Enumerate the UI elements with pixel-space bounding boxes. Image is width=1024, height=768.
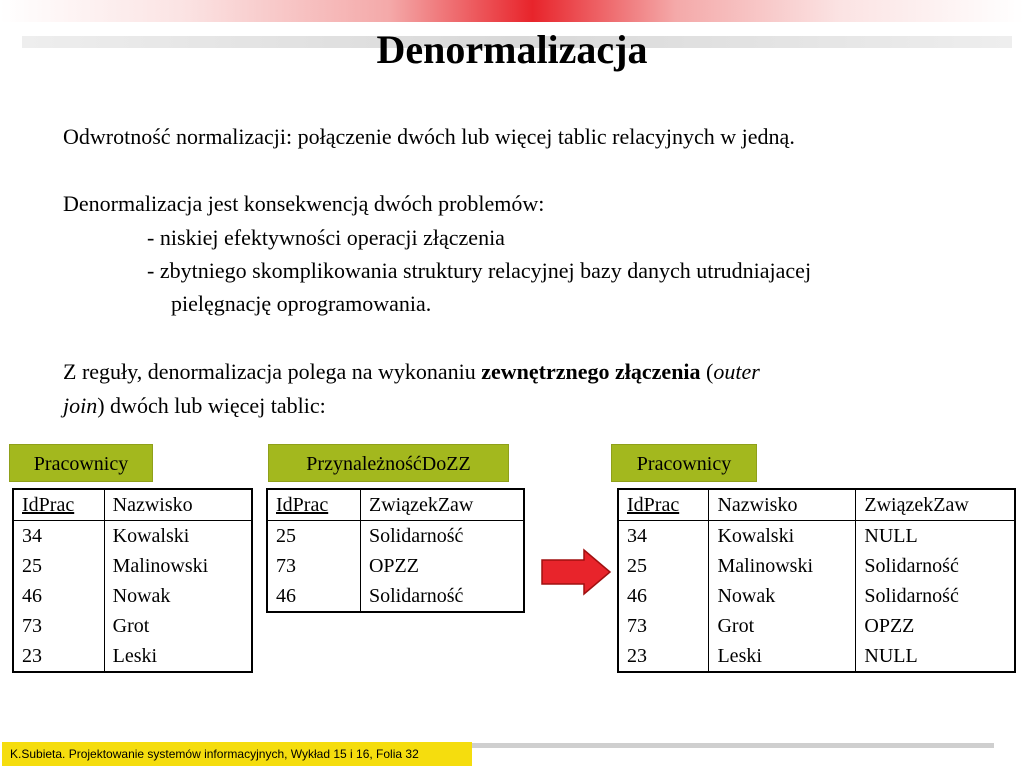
column-header-nazwisko: Nazwisko [104,489,252,521]
column-header-zwiazekzaw: ZwiązekZaw [856,489,1015,521]
paragraph-definition: Odwrotność normalizacji: połączenie dwóch lub więcej tablic relacyjnych w jedną. [63,124,795,149]
outer-join-text-pre: Z reguły, denormalizacja polega na wykonaniu [63,359,482,384]
problem-item-2: - zbytniego skomplikowania struktury relacyjnej bazy danych utrudniajacej [147,258,812,283]
cell-idprac: 46 [267,581,360,612]
outer-join-paren-open: ( [700,359,714,384]
table-row [13,641,252,672]
table-row [13,521,252,552]
cell-nazwisko: Grot [104,611,252,641]
cell-idprac: 23 [13,641,104,672]
cell-idprac: 25 [13,551,104,581]
table-row [618,641,1015,672]
cell-zwiazekzaw: Solidarność [856,551,1015,581]
column-header-zwiazekzaw: ZwiązekZaw [360,489,524,521]
cell-nazwisko: Leski [104,641,252,672]
cell-nazwisko: Kowalski [709,521,856,552]
table-row [13,581,252,611]
table-label-pracownicy-result: Pracownicy [611,444,757,482]
table-row [618,521,1015,552]
table-row [267,581,524,612]
cell-idprac: 25 [618,551,709,581]
table-header-row [13,489,252,521]
cell-zwiazekzaw: OPZZ [360,551,524,581]
table-header-row [618,489,1015,521]
table-pracownicy [12,488,253,673]
top-decorative-band [0,0,1024,22]
outer-join-italic-term-2: join [63,393,98,418]
paragraph-outer-join-continued [63,390,326,422]
cell-nazwisko: Leski [709,641,856,672]
cell-nazwisko: Grot [709,611,856,641]
outer-join-text-post: ) dwóch lub więcej tablic: [97,393,326,418]
cell-zwiazekzaw: Solidarność [360,521,524,552]
cell-nazwisko: Malinowski [104,551,252,581]
column-header-idprac: IdPrac [618,489,709,521]
table-row [618,581,1015,611]
table-row [13,611,252,641]
cell-idprac: 34 [618,521,709,552]
cell-zwiazekzaw: OPZZ [856,611,1015,641]
slide-title: Denormalizacja [376,27,648,72]
cell-nazwisko: Kowalski [104,521,252,552]
problem-item-1: - niskiej efektywności operacji złączenia [147,225,505,250]
right-arrow-icon [540,548,612,596]
cell-idprac: 73 [13,611,104,641]
cell-idprac: 46 [13,581,104,611]
table-label-przynaleznosc: PrzynależnośćDoZZ [268,444,509,482]
cell-zwiazekzaw: Solidarność [360,581,524,612]
outer-join-italic-term-1: outer [713,359,760,384]
cell-idprac: 34 [13,521,104,552]
table-header-row [267,489,524,521]
cell-idprac: 25 [267,521,360,552]
cell-idprac: 73 [618,611,709,641]
table-row [267,521,524,552]
outer-join-bold-term: zewnętrznego złączenia [481,359,701,384]
cell-idprac: 46 [618,581,709,611]
footer-caption: K.Subieta. Projektowanie systemów informacyjnych, Wykład 15 i 16, Folia 32 [2,742,472,766]
cell-zwiazekzaw: Solidarność [856,581,1015,611]
paragraph-problems-intro: Denormalizacja jest konsekwencją dwóch problemów: [63,191,545,216]
cell-nazwisko: Malinowski [709,551,856,581]
cell-nazwisko: Nowak [104,581,252,611]
cell-nazwisko: Nowak [709,581,856,611]
table-row [618,611,1015,641]
column-header-idprac: IdPrac [267,489,360,521]
cell-idprac: 23 [618,641,709,672]
paragraph-outer-join [63,356,760,388]
table-przynaleznosc [266,488,525,613]
problem-item-2-continued: pielęgnację oprogramowania. [171,291,432,316]
column-header-nazwisko: Nazwisko [709,489,856,521]
column-header-idprac: IdPrac [13,489,104,521]
cell-zwiazekzaw: NULL [856,521,1015,552]
table-row [13,551,252,581]
table-row [267,551,524,581]
bottom-rule [472,743,994,748]
table-row [618,551,1015,581]
cell-idprac: 73 [267,551,360,581]
cell-zwiazekzaw: NULL [856,641,1015,672]
table-pracownicy-result [617,488,1016,673]
table-label-pracownicy: Pracownicy [9,444,153,482]
